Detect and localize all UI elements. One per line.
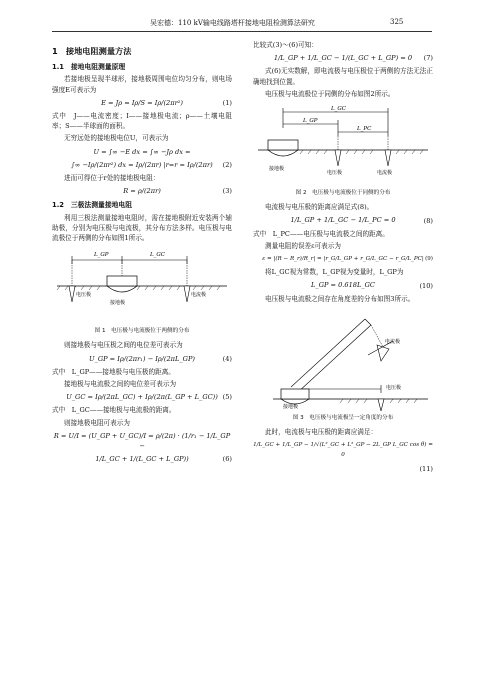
paragraph: 则接地极与电压极之间的电位差可表示为 (64, 341, 183, 350)
figure-2 (253, 102, 433, 198)
paragraph: 利用三极法测量接地电阻时，需在接地极附近安装两个辅助极，分别为电压极与电流极，其分布方法多样。电压极与电流极位于两侧的分布如图1所示。 (52, 213, 232, 243)
label-volt: 电压极 (327, 170, 343, 177)
label-lgp: L_GP (94, 252, 109, 259)
label-gnd: 接地极 (269, 166, 285, 173)
figure-3-caption: 图 3 电压极与电流极呈一定角度的分布 (292, 414, 394, 421)
section-1-1-title: 1.1 接地电阻测量原理 (52, 63, 126, 72)
paragraph: 式中 L_GP——接地极与电压极的距离。 (52, 367, 175, 376)
figure-2-caption: 图 2 电压极与电流极位于同侧的分布 (295, 190, 391, 197)
section-1-title: 1 接地电阻测量方法 (52, 46, 132, 56)
label-lgc: L_GC (331, 106, 347, 113)
label-lgp: L_GP (303, 118, 318, 125)
paragraph: 电压极与电流极位于同侧的分布如图2所示。 (265, 89, 395, 98)
figure-3 (253, 307, 433, 423)
label-volt: 电压极 (76, 292, 92, 299)
paragraph: 接地极与电流极之间的电位差可表示为 (64, 380, 177, 389)
paragraph: 式中 J——电流密度；I——接地极电流；ρ——土壤电阻率；S——半球面的面积。 (52, 112, 232, 131)
equation-9: ε = |(R − R_r)/R_r| = |r_G/L_GP + r_G/L_GC − r_G/L_PC| (9) (262, 256, 433, 263)
right-column (253, 40, 433, 477)
equation-11-number: (11) (419, 464, 433, 473)
label-gnd: 接地极 (283, 403, 299, 410)
paragraph: 进而可得位于r处的接地极电阻： (64, 174, 160, 183)
paragraph: 电压极与电流极之间存在角度差的分布如图3所示。 (265, 294, 415, 303)
label-curr: 电流极 (377, 170, 393, 177)
equation-6b: 1/L_GC + 1/(L_GC + L_GP)) (6) (95, 455, 232, 464)
equation-11: 1/L_GC + 1/L_GP − 1/√(L²_GC + L²_GP − 2L_GP L_GC cos θ) = 0 (253, 442, 433, 459)
page-number: 325 (390, 18, 404, 26)
paragraph: 比较式(3)～(6)可知： (253, 41, 318, 49)
equation-7: 1/L_GP + 1/L_GC − 1/(L_GC + L_GP) = 0 (7) (273, 54, 433, 63)
paragraph: 此时，电流极与电压极的距离应满足： (265, 428, 378, 437)
label-lpc: L_PC (357, 126, 372, 133)
paragraph: 式(6)无实数解，即电流极与电压极位于两侧的方法无法正确地找到位置。 (253, 67, 433, 86)
paragraph: 则接地极电阻可表示为 (64, 418, 130, 427)
equation-2a: U = ∫∞ −E dx = ∫∞ −Jρ dx = (93, 147, 191, 156)
equation-2b: ∫∞ −Iρ/(2πr²) dx = Iρ/(2πr) |r=r = Iρ/(2πr) (2) (71, 160, 232, 169)
label-volt: 电压极 (386, 384, 402, 391)
label-curr: 电流极 (385, 338, 401, 345)
section-1-2-title: 1.2 三极法测量接地电阻 (52, 201, 133, 210)
equation-8: 1/L_GP + 1/L_GC − 1/L_PC = 0 (8) (290, 216, 433, 225)
equation-4: U_GP = Iρ/(2πr₁) − Iρ/(2πL_GP) (4) (89, 354, 232, 363)
equation-6a: R = U/I = (U_GP + U_GC)/I = ρ/(2π) · (1/r₁ − 1/L_GP − (53, 431, 231, 451)
label-curr: 电流极 (191, 292, 207, 299)
paragraph: 若接地极呈现半球形，接地极周围电位均匀分布，则电场强度E可表示为 (52, 75, 232, 94)
equation-5: U_GC = Iρ/(2πL_GC) + Iρ/(2π(L_GP + L_GC)) (5) (66, 393, 232, 402)
paragraph: 无穷远处的接地极电位U，可表示为 (64, 134, 169, 143)
equation-10: L_GP = 0.618L_GC (10) (311, 281, 433, 290)
label-lgc: L_GC (150, 252, 166, 259)
figure-1-caption: 图 1 电压极与电流极位于两侧的分布 (94, 328, 190, 335)
equation-1: E = Jρ = Iρ/S = Iρ/(2πr²) (1) (101, 98, 232, 107)
figure-1 (52, 246, 232, 336)
figure-1-diagram (52, 246, 232, 324)
paragraph: 电流极与电压极的距离应满足式(8)。 (265, 203, 374, 212)
figure-2-diagram (253, 102, 433, 186)
header-rule (52, 31, 432, 32)
running-title: 吴宏德：110 kV输电线路塔杆接地电阻检测算法研究 (150, 19, 315, 27)
paragraph: 式中 L_PC——电压极与电流极之间的距离。 (253, 229, 389, 238)
paragraph: 测量电阻的误差ε可表示为 (265, 241, 341, 250)
equation-3: R = ρ/(2πr) (3) (123, 187, 232, 196)
left-column (52, 40, 232, 467)
figure-3-diagram (253, 307, 433, 411)
paragraph: 式中 L_GC——接地极与电流极的距离。 (52, 406, 176, 415)
paragraph: 将L_GC视为常数，L_GP视为变量时，L_GP为 (265, 268, 404, 277)
label-gnd: 接地极 (110, 300, 126, 307)
